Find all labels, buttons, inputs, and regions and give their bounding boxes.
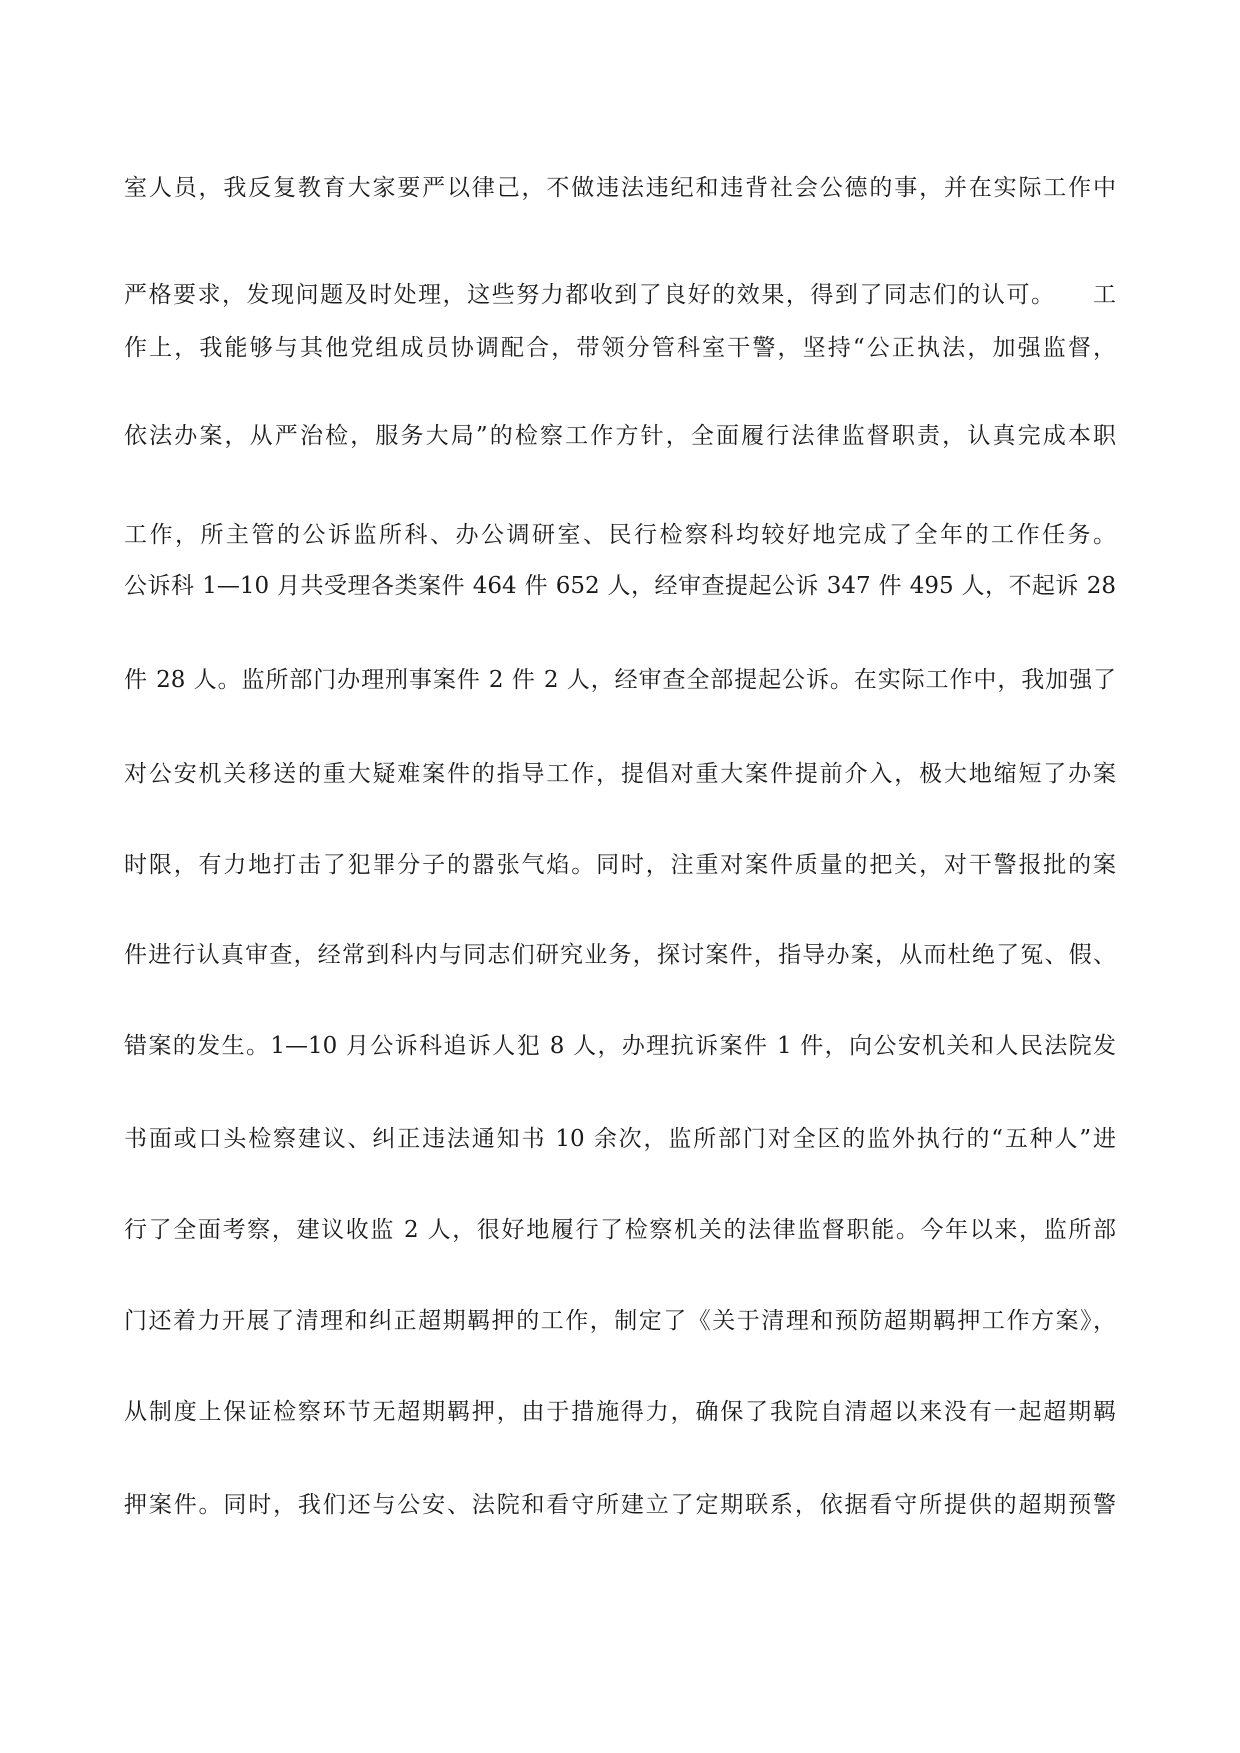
text-line: 严格要求，发现问题及时处理，这些努力都收到了良好的效果，得到了同志们的认可。 工 [124,282,1116,308]
text-line: 对公安机关移送的重大疑难案件的指导工作，提倡对重大案件提前介入，极大地缩短了办案 [124,761,1116,787]
text-line: 作上，我能够与其他党组成员协调配合，带领分管科室干警，坚持“公正执法，加强监督， [124,335,1116,361]
text-line: 件进行认真审查，经常到科内与同志们研究业务，探讨案件，指导办案，从而杜绝了冤、假、 [124,942,1116,968]
text-line: 错案的发生。1—10 月公诉科追诉人犯 8 人，办理抗诉案件 1 件，向公安机关和人民法院发 [124,1033,1116,1059]
text-line: 押案件。同时，我们还与公安、法院和看守所建立了定期联系，依据看守所提供的超期预警 [124,1492,1116,1518]
text-line: 依法办案，从严治检，服务大局”的检察工作方针，全面履行法律监督职责，认真完成本职 [124,423,1116,449]
text-line: 书面或口头检察建议、纠正违法通知书 10 余次，监所部门对全区的监外执行的“五种人”进 [124,1126,1116,1152]
text-line: 行了全面考察，建议收监 2 人，很好地履行了检察机关的法律监督职能。今年以来，监所部 [124,1217,1116,1243]
text-line: 工作，所主管的公诉监所科、办公调研室、民行检察科均较好地完成了全年的工作任务。 [124,522,1116,548]
text-line: 件 28 人。监所部门办理刑事案件 2 件 2 人，经审查全部提起公诉。在实际工作中，我加强了 [124,667,1116,693]
text-line: 公诉科 1—10 月共受理各类案件 464 件 652 人，经审查提起公诉 347 件 495 人，不起诉 28 [124,573,1116,599]
text-line: 时限，有力地打击了犯罪分子的嚣张气焰。同时，注重对案件质量的把关，对干警报批的案 [124,852,1116,878]
text-line: 从制度上保证检察环节无超期羁押，由于措施得力，确保了我院自清超以来没有一起超期羁 [124,1399,1116,1425]
text-line: 室人员，我反复教育大家要严以律己，不做违法违纪和违背社会公德的事，并在实际工作中 [124,175,1116,201]
text-line: 门还着力开展了清理和纠正超期羁押的工作，制定了《关于清理和预防超期羁押工作方案》， [124,1308,1116,1334]
